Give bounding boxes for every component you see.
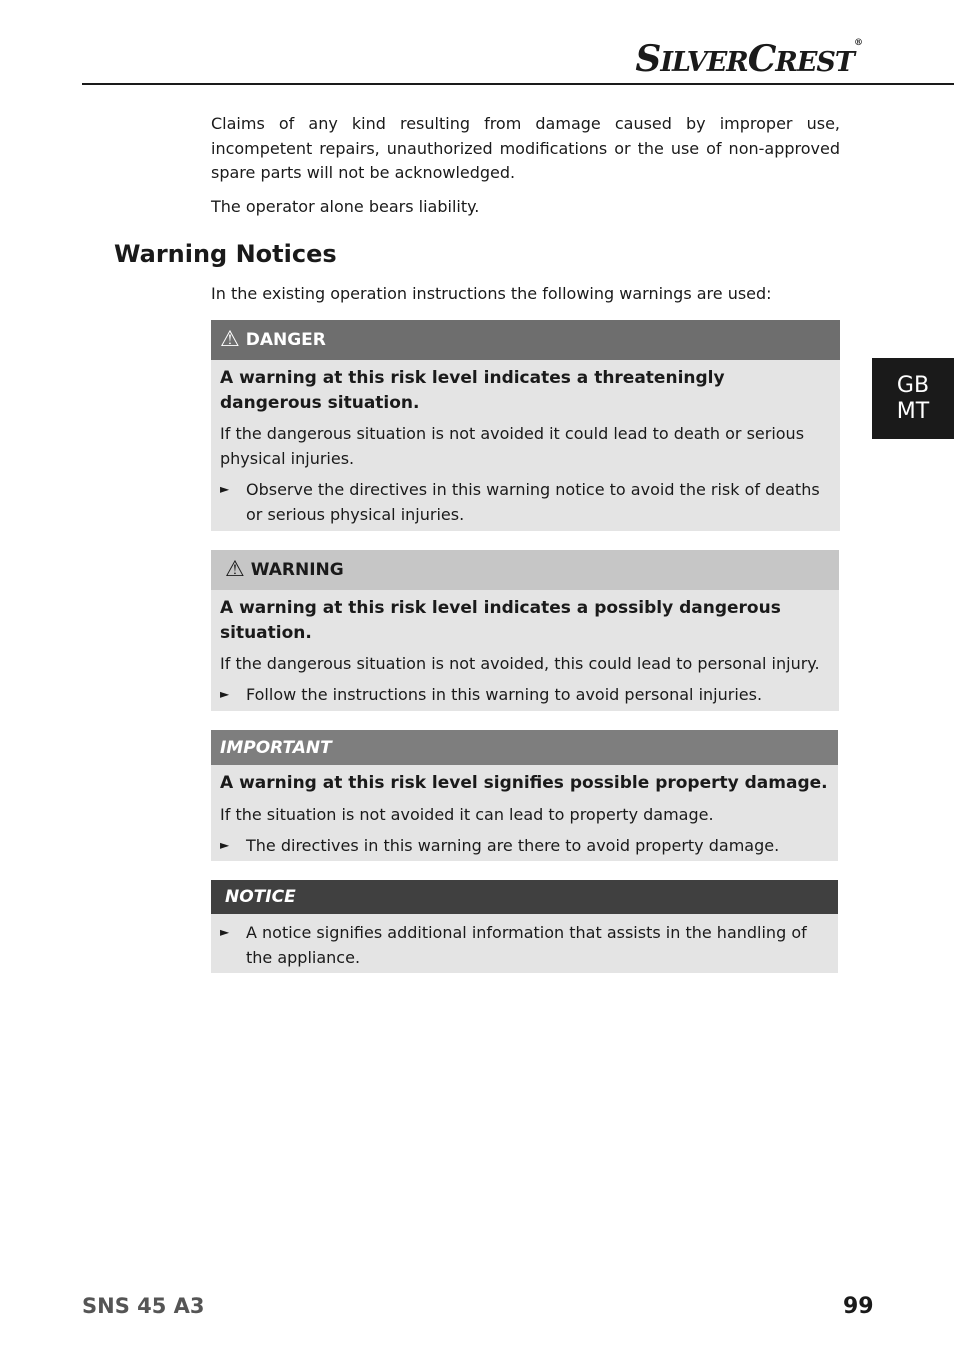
brand-logo-c: C — [747, 38, 776, 80]
language-tab — [872, 358, 954, 439]
section-intro: In the existing operation instructions the following warnings are used: — [211, 284, 772, 303]
warning-triangle-icon: ⚠ — [220, 327, 240, 352]
danger-header — [211, 320, 840, 360]
claims-paragraph: Claims of any kind resulting from damage caused by improper use, incompetent repairs, unauthorized modifications or the use of non-approved spare parts will not be acknowledged. — [211, 114, 840, 182]
header-rule — [82, 83, 954, 85]
danger-lead: A warning at this risk level indicates a threateningly dangerous situation. — [220, 368, 725, 413]
section-title: Warning Notices — [114, 240, 337, 268]
notice-bullet-text: A notice signifies additional information that assists in the handling of the appliance. — [246, 923, 807, 967]
bullet-arrow-icon: ► — [220, 837, 230, 852]
warning-bullet — [220, 682, 830, 707]
notice-box — [211, 880, 838, 973]
important-text: If the situation is not avoided it can lead to property damage. — [220, 804, 714, 824]
notice-bullet — [220, 920, 829, 970]
liability-paragraph: The operator alone bears liability. — [211, 196, 480, 216]
warning-label: WARNING — [250, 560, 344, 580]
bullet-arrow-icon: ► — [220, 482, 230, 496]
notice-body — [211, 914, 838, 976]
important-header — [211, 730, 838, 765]
section-intro-block — [211, 282, 840, 307]
important-lead: A warning at this risk level signifies possible property damage. — [220, 773, 828, 793]
warning-header — [211, 550, 839, 590]
important-bullet — [220, 833, 829, 858]
danger-box — [211, 320, 840, 531]
bullet-arrow-icon: ► — [220, 687, 230, 701]
danger-text: If the dangerous situation is not avoided it could lead to death or serious physical injuries. — [220, 424, 805, 468]
important-bullet-text: The directives in this warning are there to avoid property damage. — [246, 835, 780, 855]
important-body — [211, 765, 838, 864]
language-mt: MT — [896, 398, 930, 424]
important-label: IMPORTANT — [220, 737, 332, 758]
brand-logo-rest: REST — [775, 47, 854, 78]
brand-logo — [635, 38, 862, 80]
danger-body — [211, 360, 840, 533]
warning-lead: A warning at this risk level indicates a possibly dangerous situation. — [220, 598, 781, 643]
danger-bullet — [220, 477, 831, 527]
danger-bullet-text: Observe the directives in this warning notice to avoid the risk of deaths or serious physical injuries. — [246, 480, 820, 524]
danger-label: DANGER — [245, 330, 326, 350]
important-box — [211, 730, 838, 861]
bullet-arrow-icon: ► — [220, 925, 230, 939]
language-gb: GB — [896, 372, 930, 398]
warning-bullet-text: Follow the instructions in this warning to avoid personal injuries. — [246, 685, 763, 704]
warning-box — [211, 550, 839, 711]
brand-logo-s: S — [635, 38, 661, 80]
model-number: SNS 45 A3 — [82, 1294, 205, 1318]
notice-header — [211, 880, 838, 914]
warning-text: If the dangerous situation is not avoided, this could lead to personal injury. — [220, 654, 820, 673]
registered-mark: ® — [854, 38, 862, 48]
warning-triangle-icon: ⚠ — [225, 557, 245, 582]
notice-label: NOTICE — [225, 887, 296, 907]
brand-logo-ilver: ILVER — [660, 47, 748, 78]
warning-body — [211, 590, 839, 713]
intro-block — [211, 112, 840, 219]
page-number: 99 — [843, 1294, 874, 1319]
